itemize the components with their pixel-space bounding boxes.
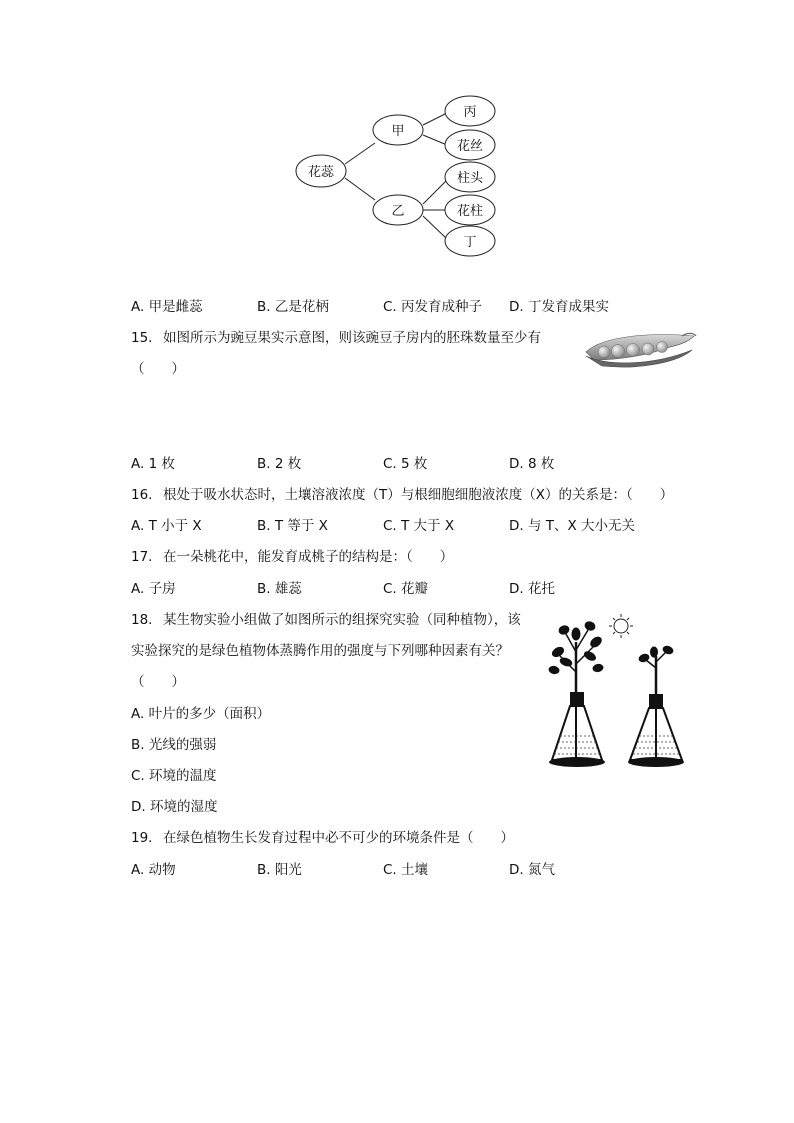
q15-option-a[interactable]: A. 1 枚	[131, 456, 175, 472]
q19-option-c[interactable]: C. 土壤	[383, 862, 429, 878]
q16-option-a[interactable]: A. T 小于 X	[131, 518, 202, 534]
q14-option-a[interactable]: A. 甲是雌蕊	[131, 299, 203, 315]
q18-stem-line1	[131, 611, 521, 629]
node-label-root: 花蕊	[307, 165, 335, 180]
q17-option-a[interactable]: A. 子房	[131, 581, 176, 597]
q14-option-d[interactable]: D. 丁发育成果实	[509, 299, 609, 315]
q15-number: 15.	[131, 330, 153, 346]
q16-stem-text: 根处于吸水状态时，土壤溶液浓度（T）与根细胞细胞液浓度（X）的关系是：（ ）	[163, 487, 674, 503]
node-label-huasi: 花丝	[456, 139, 484, 154]
connector-line	[423, 113, 447, 125]
q19-stem-text: 在绿色植物生长发育过程中必不可少的环境条件是（ ）	[163, 830, 514, 846]
q15-stem-text: 如图所示为豌豆果实示意图，则该豌豆子房内的胚珠数量至少有	[163, 330, 541, 346]
node-label-ding: 丁	[463, 235, 477, 250]
plant-many-leaves	[548, 621, 603, 694]
transpiration-experiment-image	[546, 612, 696, 772]
q19-option-b[interactable]: B. 阳光	[257, 862, 302, 878]
node-label-jia: 甲	[391, 124, 405, 139]
q18-option-b[interactable]: B. 光线的强弱	[131, 737, 217, 753]
q18-stem-text-1: 某生物实验小组做了如图所示的组探究实验（同种植物），该	[163, 612, 521, 628]
node-label-yi: 乙	[391, 204, 405, 219]
plant-few-leaves	[638, 645, 674, 696]
q16-option-c[interactable]: C. T 大于 X	[383, 518, 455, 534]
q18-number: 18.	[131, 612, 153, 628]
flask-left	[549, 692, 605, 767]
connector-line	[423, 135, 447, 145]
q19-number: 19.	[131, 830, 153, 846]
q15-option-b[interactable]: B. 2 枚	[257, 456, 302, 472]
q14-option-c[interactable]: C. 丙发育成种子	[383, 299, 483, 315]
q17-stem-text: 在一朵桃花中，能发育成桃子的结构是：（ ）	[163, 549, 454, 565]
node-label-bing: 丙	[463, 105, 477, 120]
connector-line	[345, 178, 375, 200]
q16-stem	[131, 486, 673, 504]
q17-option-b[interactable]: B. 雄蕊	[257, 581, 302, 597]
q18-stem-line2: 实验探究的是绿色植物体蒸腾作用的强度与下列哪种因素有关？	[131, 643, 509, 659]
q16-option-b[interactable]: B. T 等于 X	[257, 518, 328, 534]
q16-number: 16.	[131, 487, 153, 503]
flask-right	[628, 694, 684, 767]
q15-option-c[interactable]: C. 5 枚	[383, 456, 428, 472]
sun-icon	[609, 614, 633, 638]
q18-option-d[interactable]: D. 环境的湿度	[131, 799, 218, 815]
q18-option-c[interactable]: C. 环境的温度	[131, 768, 217, 784]
flower-structure-diagram	[0, 0, 794, 270]
q15-answer-paren: （ ）	[131, 361, 185, 377]
q18-option-a[interactable]: A. 叶片的多少（面积）	[131, 706, 271, 722]
node-label-huazhu: 花柱	[456, 204, 484, 219]
q17-option-d[interactable]: D. 花托	[509, 581, 555, 597]
node-label-zhutou: 柱头	[456, 171, 484, 186]
pea-pod-image	[582, 330, 702, 370]
q17-number: 17.	[131, 549, 153, 565]
q19-option-a[interactable]: A. 动物	[131, 862, 176, 878]
connector-line	[423, 216, 447, 239]
q15-stem	[131, 329, 541, 347]
connector-line	[423, 180, 447, 204]
q16-option-d[interactable]: D. 与 T、X 大小无关	[509, 518, 636, 534]
q15-option-d[interactable]: D. 8 枚	[509, 456, 555, 472]
q18-answer-paren: （ ）	[131, 674, 185, 690]
q17-option-c[interactable]: C. 花瓣	[383, 581, 429, 597]
q19-stem	[131, 829, 514, 847]
q19-option-d[interactable]: D. 氮气	[509, 862, 555, 878]
q17-stem	[131, 548, 453, 566]
connector-line	[345, 143, 375, 164]
q14-option-b[interactable]: B. 乙是花柄	[257, 299, 329, 315]
